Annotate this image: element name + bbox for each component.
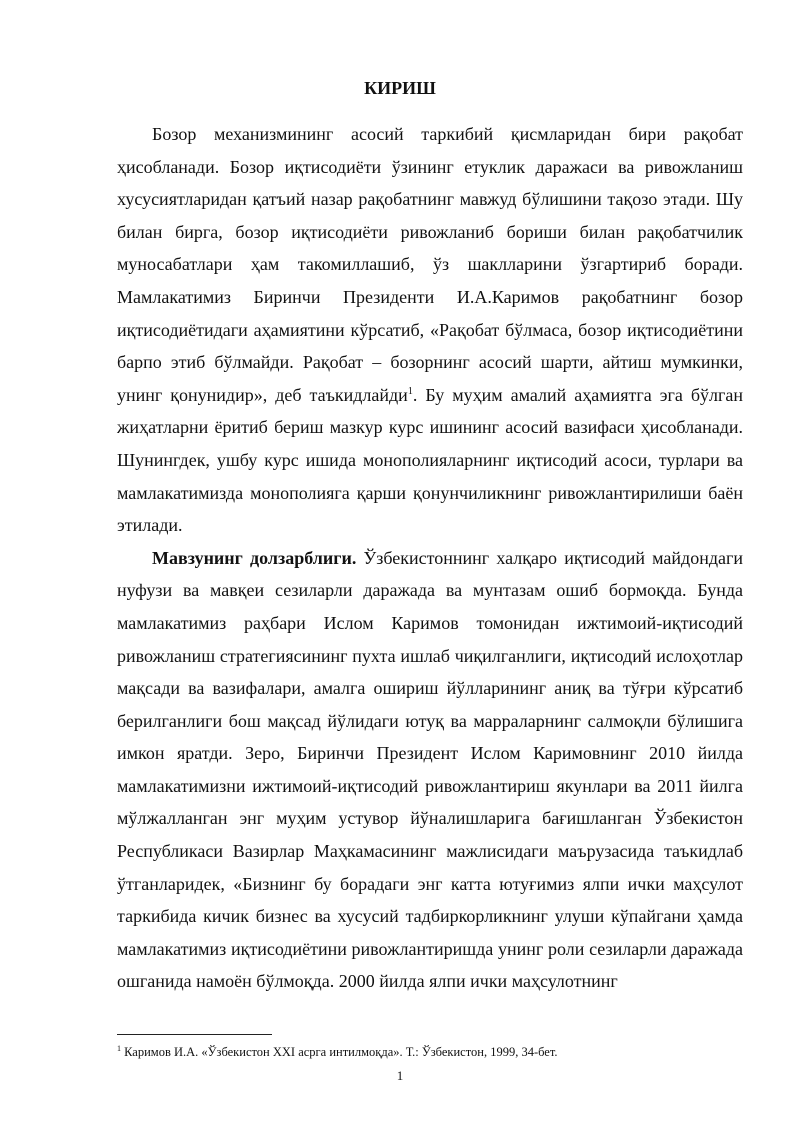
footnote-marker: 1 [117, 1044, 121, 1053]
footnote [117, 1041, 743, 1060]
paragraph-relevance [117, 542, 743, 998]
paragraph-introduction [117, 118, 743, 542]
footnote-divider [117, 1034, 272, 1035]
section-heading: Мавзунинг долзарблиги. [152, 547, 357, 568]
page-number: 1 [396, 1068, 404, 1083]
footnote-reference: 1 [407, 385, 413, 397]
document-body [117, 118, 743, 998]
footnote-text: Каримов И.А. «Ўзбекистон XXI асрга интилмоқда». Т.: Ўзбекистон, 1999, 34-бет. [121, 1045, 558, 1060]
page-title: КИРИШ [364, 78, 436, 98]
paragraph-text: Ўзбекистоннинг халқаро иқтисодий майдондаги нуфузи ва мавқеи сезиларли даражада ва мунтазам ошиб бормоқда. Бунда мамлакатимиз раҳбари Ислом Каримов томонидан ижтимоий-иқтисодий ривожланиш стратегиясининг пухта ишлаб чиқилганлиги, иқтисодий ислоҳотлар мақсади ва вазифалари, амалга ошириш йўлларининг аниқ ва тўғри кўрсатиб берилганлиги бош мақсад йўлидаги ютуқ ва марраларнинг салмоқли бўлишига имкон яратди. Зеро, Биринчи Президент Ислом Каримовнинг 2010 йилда мамлакатимизни ижтимоий-иқтисодий ривожлантириш якунлари ва 2011 йилга мўлжалланган энг муҳим устувор йўналишларига бағишланган Ўзбекистон Республикаси Вазирлар Маҳкамасининг мажлисидаги маърузасида таъкидлаб ўтганларидек, «Бизнинг бу борадаги энг катта ютуғимиз ялпи ички маҳсулот таркибида кичик бизнес ва хусусий тадбиркорликнинг улуши кўпайгани ҳамда мамлакатимиз иқтисодиётини ривожлантиришда унинг роли сезиларли даражада ошганида намоён бўлмоқда. 2000 йилда ялпи ички маҳсулотнинг [117, 547, 743, 992]
paragraph-text-continued: . Бу муҳим амалий аҳамиятга эга бўлган жиҳатларни ёритиб бериш мазкур курс ишининг асосий вазифаси ҳисобланади. Шунингдек, ушбу курс ишида монополияларнинг иқтисодий асоси, турлари ва мамлакатимизда монополияга қарши қонунчиликнинг ривожлантирилиши баён этилади. [117, 384, 744, 536]
paragraph-text: Бозор механизмининг асосий таркибий қисмларидан бири рақобат ҳисобланади. Бозор иқтисодиёти ўзининг етуклик даражаси ва ривожланиш хусусиятларидан қатъий назар рақобатнинг мавжуд бўлишини тақозо этади. Шу билан бирга, бозор иқтисодиёти ривожланиб бориши билан рақобатчилик муносабатлари ҳам такомиллашиб, ўз шаклларини ўзгартириб боради. Мамлакатимиз Биринчи Президенти И.А.Каримов рақобатнинг бозор иқтисодиётидаги аҳамиятини кўрсатиб, «Рақобат бўлмаса, бозор иқтисодиётини барпо этиб бўлмайди. Рақобат – бозорнинг асосий шарти, айтиш мумкинки, унинг қонунидир», деб таъкидлайди [117, 124, 743, 405]
